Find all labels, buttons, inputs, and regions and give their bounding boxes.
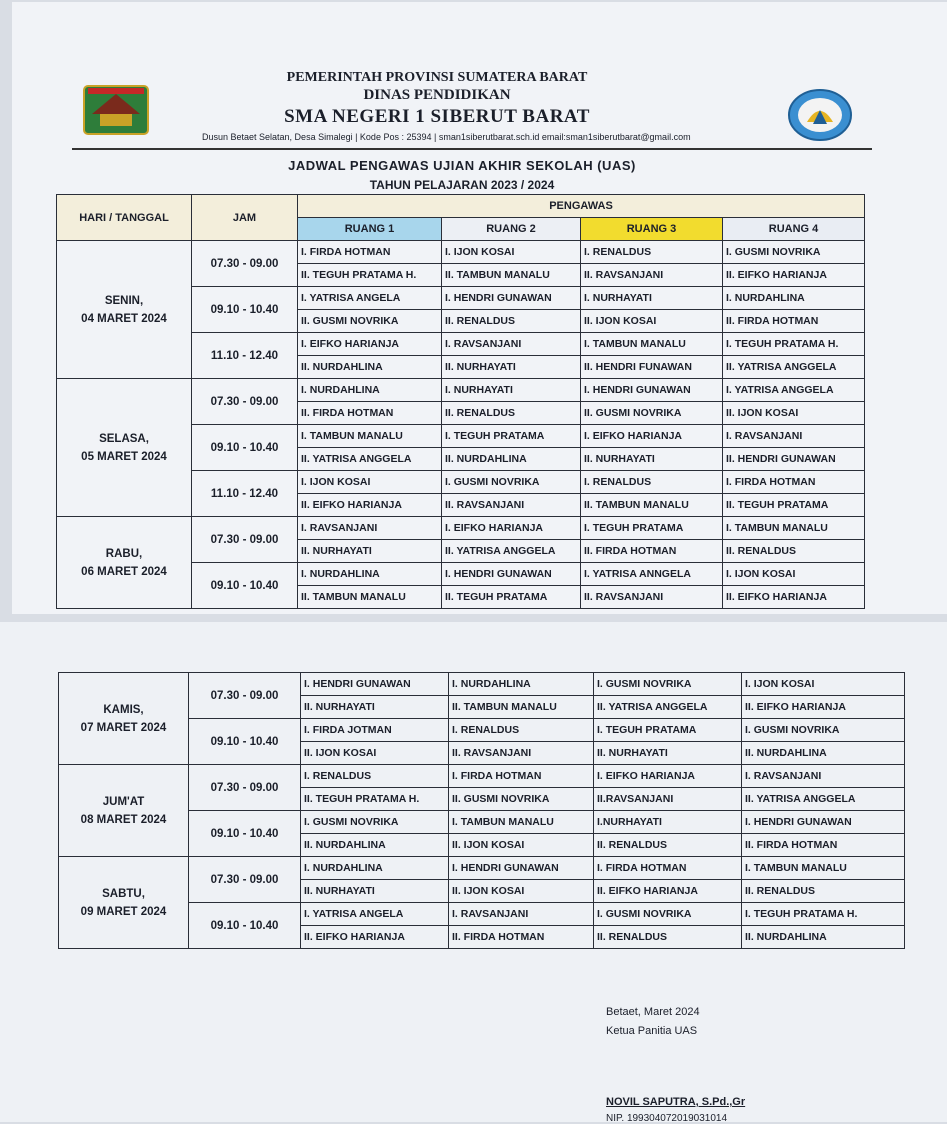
supervisor-room-1: I. YATRISA ANGELA: [301, 903, 449, 926]
time-slot: 09.10 - 10.40: [189, 811, 301, 857]
day-cell: [57, 379, 192, 517]
schedule-row: [57, 379, 865, 402]
supervisor-room-2: I. TEGUH PRATAMA: [442, 425, 581, 448]
supervisor-room-4: I. FIRDA HOTMAN: [723, 471, 865, 494]
header-room-1: RUANG 1: [298, 218, 442, 241]
supervisor-room-2: I. EIFKO HARIANJA: [442, 517, 581, 540]
supervisor-room-4: II. NURDAHLINA: [742, 926, 905, 949]
supervisor-room-2: I. RENALDUS: [449, 719, 594, 742]
supervisor-room-4: II. EIFKO HARIANJA: [742, 696, 905, 719]
supervisor-room-2: II. TAMBUN MANALU: [442, 264, 581, 287]
supervisor-room-3: II. GUSMI NOVRIKA: [581, 402, 723, 425]
signature-place-date: Betaet, Maret 2024: [606, 1006, 700, 1018]
supervisor-room-4: I. TEGUH PRATAMA H.: [742, 903, 905, 926]
supervisor-room-3: II. NURHAYATI: [594, 742, 742, 765]
schedule-row: [59, 673, 905, 696]
letterhead: [12, 2, 947, 152]
supervisor-room-1: II. YATRISA ANGGELA: [298, 448, 442, 471]
time-slot: 09.10 - 10.40: [192, 425, 298, 471]
supervisor-room-2: II. TEGUH PRATAMA: [442, 586, 581, 609]
day-cell: [57, 517, 192, 609]
supervisor-room-1: I. YATRISA ANGELA: [298, 287, 442, 310]
supervisor-room-4: II. NURDAHLINA: [742, 742, 905, 765]
letterhead-government: PEMERINTAH PROVINSI SUMATERA BARAT: [286, 70, 588, 85]
supervisor-room-3: I. RENALDUS: [581, 241, 723, 264]
header-day: HARI / TANGGAL: [57, 195, 192, 241]
supervisor-room-2: II. GUSMI NOVRIKA: [449, 788, 594, 811]
supervisor-room-1: I. RENALDUS: [301, 765, 449, 788]
time-slot: 09.10 - 10.40: [189, 719, 301, 765]
supervisor-room-4: II. FIRDA HOTMAN: [723, 310, 865, 333]
schedule-row: [59, 857, 905, 880]
supervisor-room-3: I. TAMBUN MANALU: [581, 333, 723, 356]
time-slot: 11.10 - 12.40: [192, 471, 298, 517]
province-logo-icon: [82, 84, 150, 136]
supervisor-room-3: I. TEGUH PRATAMA: [581, 517, 723, 540]
supervisor-room-2: II. TAMBUN MANALU: [449, 696, 594, 719]
day-date: 08 MARET 2024: [80, 813, 167, 826]
supervisor-room-1: I. FIRDA JOTMAN: [301, 719, 449, 742]
supervisor-room-3: I. TEGUH PRATAMA: [594, 719, 742, 742]
supervisor-room-4: I. RAVSANJANI: [723, 425, 865, 448]
supervisor-room-1: I. GUSMI NOVRIKA: [301, 811, 449, 834]
day-name: SELASA,: [99, 432, 149, 445]
supervisor-room-2: I. RAVSANJANI: [449, 903, 594, 926]
time-slot: 07.30 - 09.00: [189, 857, 301, 903]
schedule-table-2: [58, 672, 905, 949]
supervisor-room-3: I. EIFKO HARIANJA: [594, 765, 742, 788]
supervisor-room-4: I. IJON KOSAI: [742, 673, 905, 696]
supervisor-room-3: I. NURHAYATI: [581, 287, 723, 310]
supervisor-room-3: II. YATRISA ANGGELA: [594, 696, 742, 719]
supervisor-room-4: I. TAMBUN MANALU: [742, 857, 905, 880]
tut-wuri-handayani-logo-icon: [787, 88, 853, 142]
supervisor-room-2: I. NURHAYATI: [442, 379, 581, 402]
time-slot: 09.10 - 10.40: [192, 563, 298, 609]
supervisor-room-4: I. YATRISA ANGGELA: [723, 379, 865, 402]
supervisor-room-2: II. IJON KOSAI: [449, 880, 594, 903]
day-name: JUM'AT: [102, 795, 145, 808]
supervisor-room-4: II. TEGUH PRATAMA: [723, 494, 865, 517]
supervisor-room-1: I. TAMBUN MANALU: [298, 425, 442, 448]
day-cell: [59, 673, 189, 765]
supervisor-room-1: II. NURDAHLINA: [298, 356, 442, 379]
letterhead-department: DINAS PENDIDIKAN: [363, 87, 511, 103]
schedule-row: [59, 765, 905, 788]
day-cell: [57, 241, 192, 379]
supervisor-room-3: II. EIFKO HARIANJA: [594, 880, 742, 903]
time-slot: 09.10 - 10.40: [192, 287, 298, 333]
supervisor-room-4: I. NURDAHLINA: [723, 287, 865, 310]
supervisor-room-3: I.NURHAYATI: [594, 811, 742, 834]
supervisor-room-4: I. TEGUH PRATAMA H.: [723, 333, 865, 356]
supervisor-room-1: II. TAMBUN MANALU: [298, 586, 442, 609]
supervisor-room-4: II. IJON KOSAI: [723, 402, 865, 425]
supervisor-room-1: I. HENDRI GUNAWAN: [301, 673, 449, 696]
supervisor-room-3: I. RENALDUS: [581, 471, 723, 494]
day-name: SABTU,: [102, 887, 145, 900]
supervisor-room-1: I. RAVSANJANI: [298, 517, 442, 540]
supervisor-room-4: I. IJON KOSAI: [723, 563, 865, 586]
letterhead-divider: [72, 148, 872, 150]
supervisor-room-4: II. YATRISA ANGGELA: [723, 356, 865, 379]
supervisor-room-1: I. NURDAHLINA: [301, 857, 449, 880]
supervisor-room-2: I. HENDRI GUNAWAN: [442, 563, 581, 586]
day-cell: [59, 857, 189, 949]
supervisor-room-1: I. EIFKO HARIANJA: [298, 333, 442, 356]
supervisor-room-4: I. GUSMI NOVRIKA: [723, 241, 865, 264]
time-slot: 07.30 - 09.00: [192, 517, 298, 563]
supervisor-room-3: II. IJON KOSAI: [581, 310, 723, 333]
supervisor-room-4: I. RAVSANJANI: [742, 765, 905, 788]
signature-name: NOVIL SAPUTRA, S.Pd.,Gr: [606, 1096, 746, 1108]
day-date: 04 MARET 2024: [81, 312, 167, 325]
supervisor-room-4: I. GUSMI NOVRIKA: [742, 719, 905, 742]
time-slot: 11.10 - 12.40: [192, 333, 298, 379]
supervisor-room-4: II. HENDRI GUNAWAN: [723, 448, 865, 471]
supervisor-room-2: II. RAVSANJANI: [449, 742, 594, 765]
supervisor-room-3: I. HENDRI GUNAWAN: [581, 379, 723, 402]
supervisor-room-4: I. TAMBUN MANALU: [723, 517, 865, 540]
supervisor-room-1: II. NURHAYATI: [301, 880, 449, 903]
supervisor-room-3: II. RAVSANJANI: [581, 586, 723, 609]
supervisor-room-4: II. RENALDUS: [742, 880, 905, 903]
supervisor-room-2: I. RAVSANJANI: [442, 333, 581, 356]
supervisor-room-2: II. FIRDA HOTMAN: [449, 926, 594, 949]
day-date: 05 MARET 2024: [81, 450, 167, 463]
day-name: KAMIS,: [103, 703, 144, 716]
header-room-3: RUANG 3: [581, 218, 723, 241]
supervisor-room-2: II. NURDAHLINA: [442, 448, 581, 471]
supervisor-room-2: II. YATRISA ANGGELA: [442, 540, 581, 563]
header-room-2: RUANG 2: [442, 218, 581, 241]
time-slot: 07.30 - 09.00: [189, 765, 301, 811]
supervisor-room-2: II. RENALDUS: [442, 310, 581, 333]
supervisor-room-1: II. TEGUH PRATAMA H.: [301, 788, 449, 811]
letterhead-school: SMA NEGERI 1 SIBERUT BARAT: [284, 106, 590, 127]
supervisor-room-3: I. FIRDA HOTMAN: [594, 857, 742, 880]
day-date: 06 MARET 2024: [81, 565, 167, 578]
supervisor-room-1: I. NURDAHLINA: [298, 563, 442, 586]
supervisor-room-4: II. YATRISA ANGGELA: [742, 788, 905, 811]
supervisor-room-1: II. IJON KOSAI: [301, 742, 449, 765]
supervisor-room-3: II. RENALDUS: [594, 926, 742, 949]
document-title: JADWAL PENGAWAS UJIAN AKHIR SEKOLAH (UAS): [288, 158, 636, 173]
signature-nip: NIP. 199304072019031014: [606, 1113, 728, 1124]
supervisor-room-3: I. EIFKO HARIANJA: [581, 425, 723, 448]
supervisor-room-1: I. FIRDA HOTMAN: [298, 241, 442, 264]
supervisor-room-3: II. TAMBUN MANALU: [581, 494, 723, 517]
supervisor-room-1: II. TEGUH PRATAMA H.: [298, 264, 442, 287]
supervisor-room-4: II. EIFKO HARIANJA: [723, 264, 865, 287]
supervisor-room-1: II. NURHAYATI: [301, 696, 449, 719]
supervisor-room-4: I. HENDRI GUNAWAN: [742, 811, 905, 834]
supervisor-room-1: II. EIFKO HARIANJA: [301, 926, 449, 949]
supervisor-room-2: I. TAMBUN MANALU: [449, 811, 594, 834]
time-slot: 07.30 - 09.00: [189, 673, 301, 719]
supervisor-room-3: II. RENALDUS: [594, 834, 742, 857]
time-slot: 07.30 - 09.00: [192, 379, 298, 425]
schedule-row: [57, 241, 865, 264]
supervisor-room-1: II. NURDAHLINA: [301, 834, 449, 857]
supervisor-room-3: II. NURHAYATI: [581, 448, 723, 471]
day-name: RABU,: [105, 547, 143, 560]
supervisor-room-1: II. NURHAYATI: [298, 540, 442, 563]
supervisor-room-2: I. FIRDA HOTMAN: [449, 765, 594, 788]
time-slot: 07.30 - 09.00: [192, 241, 298, 287]
day-date: 07 MARET 2024: [80, 721, 167, 734]
letterhead-address: Dusun Betaet Selatan, Desa Simalegi | Kode Pos : 25394 | sman1siberutbarat.sch.id email:sman1siberutbarat@gmail.com: [202, 132, 691, 142]
supervisor-room-1: I. IJON KOSAI: [298, 471, 442, 494]
document-subtitle: TAHUN PELAJARAN 2023 / 2024: [369, 178, 555, 192]
supervisor-room-3: I. GUSMI NOVRIKA: [594, 673, 742, 696]
supervisor-room-3: II. RAVSANJANI: [581, 264, 723, 287]
schedule-row: [57, 517, 865, 540]
supervisor-room-3: II. HENDRI FUNAWAN: [581, 356, 723, 379]
header-room-4: RUANG 4: [723, 218, 865, 241]
supervisor-room-4: II. RENALDUS: [723, 540, 865, 563]
supervisor-room-2: I. GUSMI NOVRIKA: [442, 471, 581, 494]
signature-role: Ketua Panitia UAS: [606, 1025, 698, 1037]
supervisor-room-2: II. RENALDUS: [442, 402, 581, 425]
supervisor-room-1: I. NURDAHLINA: [298, 379, 442, 402]
supervisor-room-2: I. NURDAHLINA: [449, 673, 594, 696]
supervisor-room-2: II. NURHAYATI: [442, 356, 581, 379]
supervisor-room-3: II.RAVSANJANI: [594, 788, 742, 811]
header-time: JAM: [192, 195, 298, 241]
day-cell: [59, 765, 189, 857]
supervisor-room-2: II. RAVSANJANI: [442, 494, 581, 517]
supervisor-room-1: II. FIRDA HOTMAN: [298, 402, 442, 425]
schedule-table-1: [56, 194, 865, 609]
supervisor-room-2: I. HENDRI GUNAWAN: [449, 857, 594, 880]
supervisor-room-1: II. GUSMI NOVRIKA: [298, 310, 442, 333]
supervisor-room-2: I. IJON KOSAI: [442, 241, 581, 264]
supervisor-room-4: II. EIFKO HARIANJA: [723, 586, 865, 609]
supervisor-room-4: II. FIRDA HOTMAN: [742, 834, 905, 857]
supervisor-room-3: I. YATRISA ANNGELA: [581, 563, 723, 586]
supervisor-room-2: II. IJON KOSAI: [449, 834, 594, 857]
supervisor-room-3: II. FIRDA HOTMAN: [581, 540, 723, 563]
supervisor-room-1: II. EIFKO HARIANJA: [298, 494, 442, 517]
supervisor-room-3: I. GUSMI NOVRIKA: [594, 903, 742, 926]
time-slot: 09.10 - 10.40: [189, 903, 301, 949]
supervisor-room-2: I. HENDRI GUNAWAN: [442, 287, 581, 310]
header-supervisors: PENGAWAS: [298, 195, 865, 218]
day-name: SENIN,: [104, 294, 144, 307]
day-date: 09 MARET 2024: [80, 905, 167, 918]
